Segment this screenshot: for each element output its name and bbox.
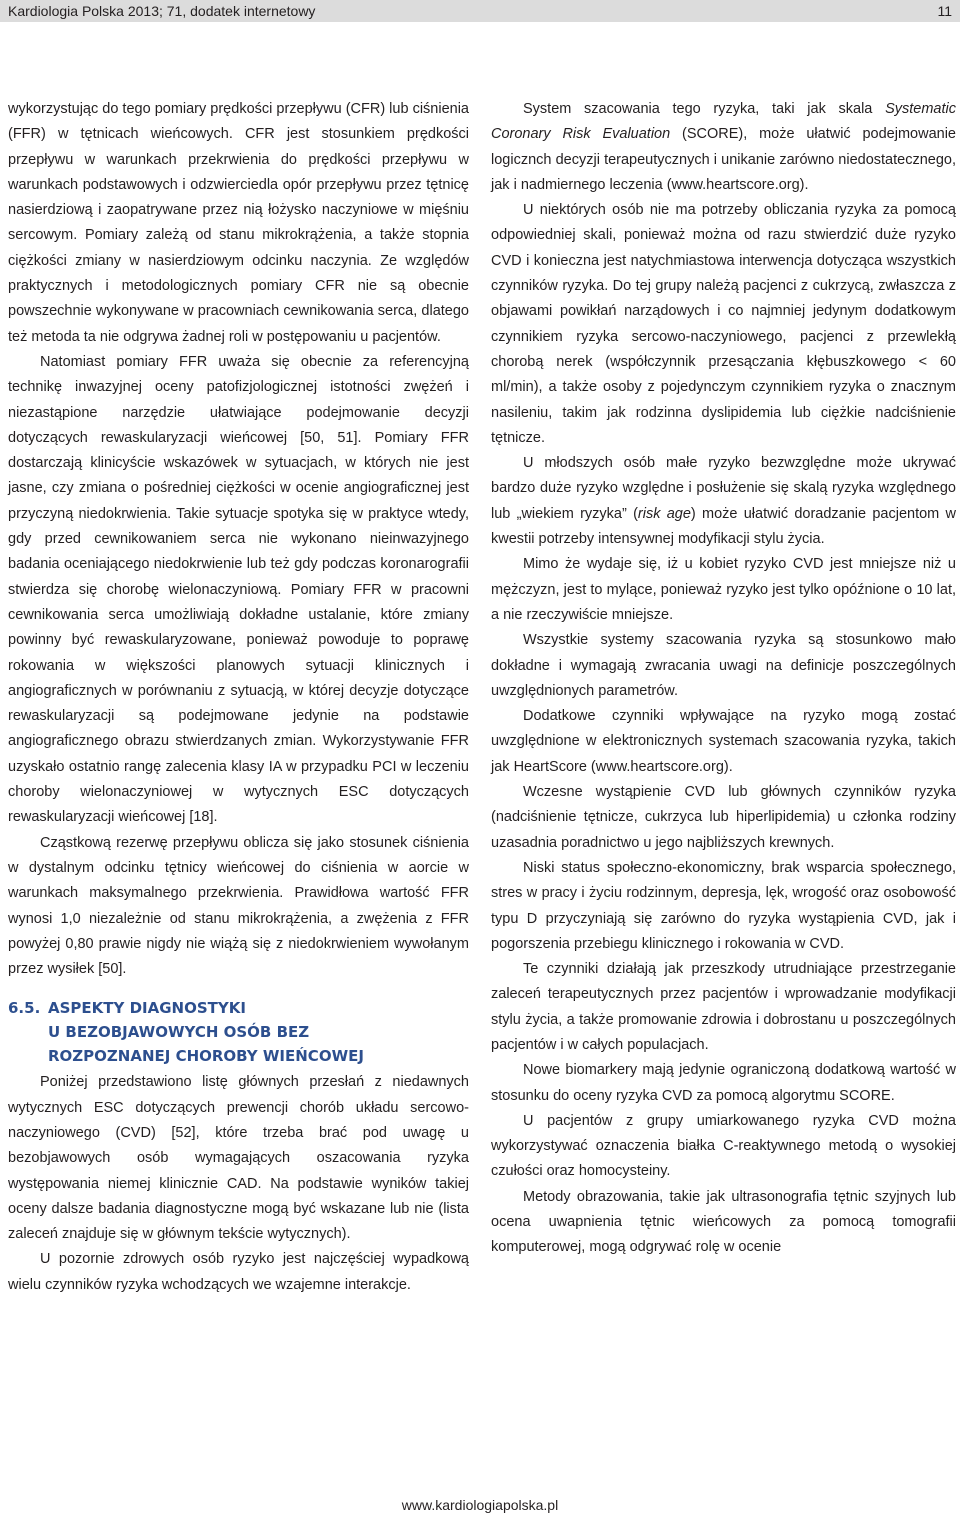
footer-url: www.kardiologiapolska.pl [401, 1497, 559, 1513]
body-paragraph: Poniżej przedstawiono listę głównych przesłań z niedawnych wytycznych ESC dotyczących prewencji chorób układu sercowo-naczyniowego (CVD) [52], które trzeba brać pod uwagę u bezobjawowych osób wymagających oszacowania ryzyka występowania niemej klinicznie CAD. Na podstawie wyników takiej oceny dalsze badania diagnostyczne mogą być wskazane lub nie (lista zaleceń znajduje się w głównym tekście wytycznych). [8, 1074, 469, 1243]
running-header [0, 0, 960, 22]
section-title-line: U BEZOBJAWOWYCH OSÓB BEZ [48, 1023, 310, 1042]
section-title-line: ASPEKTY DIAGNOSTYKI [48, 999, 246, 1018]
body-paragraph: Natomiast pomiary FFR uważa się obecnie za referencyjną technikę inwazyjnej oceny patofizjologicznej istotności zwężeń i niezastąpione narzędzie ułatwiające podejmowanie decyzji dotyczących rewaskularyzacji wieńcowej [50, 51]. Pomiary FFR dostarczają klinicyście wskazówek w sytuacjach, w których nie jest jasne, czy zmiana o pośredniej ciężkości w ocenie angiograficznej jest przyczyną niedokrwienia. Takie sytuacje spotyka się w praktyce wtedy, gdy przed cewnikowaniem serca nie wykonano nieinwazyjnego badania oceniającego niedokrwienie lub też gdy podczas koronarografii stwierdza się chorobę wielonaczyniową. Pomiary FFR w pracowni cewnikowania serca umożliwiają dokładne ustalanie, które zmiany powinny być rewaskularyzowane, ponieważ powoduje to poprawę rokowania w większości planowych sytuacji klinicznych i angiograficznych w porównaniu z sytuacją, w której decyzje dotyczące rewaskularyzacji są podejmowane jedynie na podstawie angiograficznego obrazu stwierdzanych zmian. Wykorzystywanie FFR uzyskało ostatnio rangę zalecenia klasy IA w przypadku PCI w leczeniu choroby wielonaczyniowej w wytycznych ESC dotyczących rewaskularyzacji wieńcowej [18]. [8, 353, 469, 826]
body-paragraph: Niski status społeczno-ekonomiczny, brak wsparcia społecznego, stres w pracy i życiu rodzinnym, depresja, lęk, wrogość oraz osobowość typu D przyczyniają się zarówno do ryzyka wystąpienia CVD, jak i pogorszenia przebiegu klinicznego i rokowania w CVD. [491, 859, 956, 952]
body-paragraph: Wszystkie systemy szacowania ryzyka są stosunkowo mało dokładne i wymagają zwracania uwagi na definicje poszczególnych uwzględnionych parametrów. [491, 632, 956, 699]
body-paragraph: Te czynniki działają jak przeszkody utrudniające przestrzeganie zaleceń terapeutycznych przez pacjentów i wprowadzanie modyfikacji stylu życia, a także promowanie zdrowia i dobrostanu u poszczególnych pacjentów i w całych populacjach. [491, 961, 956, 1053]
body-paragraph: U pacjentów z grupy umiarkowanego ryzyka CVD można wykorzystywać oznaczenia białka C-reaktywnego metodą o wysokiej czułości oraz homocysteiny. [491, 1112, 956, 1180]
body-paragraph: U pozornie zdrowych osób ryzyko jest najczęściej wypadkową wielu czynników ryzyka wchodzących we wzajemne interakcje. [8, 1251, 469, 1293]
journal-citation: Kardiologia Polska 2013; 71, dodatek internetowy [8, 3, 316, 19]
text-run: (SCORE), może ułatwić podejmowanie logicznch decyzji terapeutycznych i unikanie zarówno niedostatecznego, jak i nadmiernego leczenia (www.heartscore.org). [491, 126, 956, 193]
body-paragraph: Nowe biomarkery mają jedynie ograniczoną dodatkową wartość w stosunku do oceny ryzyka CVD za pomocą algorytmu SCORE. [491, 1062, 956, 1104]
text-run: System szacowania tego ryzyka, taki jak skala [523, 101, 886, 117]
body-paragraph: Dodatkowe czynniki wpływające na ryzyko mogą zostać uwzględnione w elektronicznych systemach szacowania ryzyka, takich jak HeartScore (www.heartscore.org). [491, 708, 956, 775]
body-paragraph: Cząstkową rezerwę przepływu oblicza się jako stosunek ciśnienia w dystalnym odcinku tętnicy wieńcowej do ciśnienia w aorcie w warunkach maksymalnego przekrwienia. Prawidłowa wartość FFR wynosi 1,0 niezależnie od stanu mikrokrążenia, a zwężenia z FFR powyżej 0,80 prawie nigdy nie wiążą się z niedokrwieniem wywołanym przez wysiłek [50]. [8, 834, 469, 978]
text-run: U młodszych osób małe ryzyko bezwzględne może ukrywać bardzo duże ryzyko względne i posłużenie się skalą ryzyka względnego lub „wiekiem ryzyka” ( [491, 455, 956, 522]
left-column [8, 97, 469, 1298]
page-number: 11 [937, 3, 952, 19]
body-paragraph [491, 451, 956, 552]
body-paragraph: Metody obrazowania, takie jak ultrasonografia tętnic szyjnych lub ocena uwapnienia tętnic wieńcowych za pomocą tomografii komputerowej, mogą odgrywać rolę w ocenie [491, 1188, 956, 1256]
right-column [491, 97, 956, 1261]
body-paragraph [491, 97, 956, 198]
body-paragraph: Mimo że wydaje się, iż u kobiet ryzyko CVD jest mniejsze niż u mężczyzn, jest to mylące, ponieważ ryzyko jest tylko opóźnione o 10 lat, a nie rzeczywiście mniejsze. [491, 556, 956, 623]
section-title-line: ROZPOZNANEJ CHOROBY WIEŃCOWEJ [48, 1047, 364, 1066]
body-paragraph: Wczesne wystąpienie CVD lub głównych czynników ryzyka (nadciśnienie tętnicze, cukrzyca lub hiperlipidemia) u członka rodziny uzasadnia poradnictwo u jego najbliższych krewnych. [491, 784, 956, 851]
italic-term: Systematic Coronary Risk Evaluation [491, 101, 956, 143]
text-run: ) może ułatwić doradzanie pacjentom w kwestii potrzeby intensywnej modyfikacji stylu życia. [491, 505, 956, 548]
body-paragraph: U niektórych osób nie ma potrzeby obliczania ryzyka za pomocą odpowiedniej skali, ponieważ można od razu stwierdzić duże ryzyko CVD i konieczna jest natychmiastowa interwencja dotycząca wszystkich czynników ryzyka. Do tej grupy należą pacjenci z cukrzycą, zwłaszcza z objawami powikłań narządowych i co najmniej jedynym dodatkowym czynnikiem ryzyka sercowo-naczyniowego, pacjenci z przewlekłą chorobą nerek (współczynnik przesączania kłębuszkowego < 60 ml/min), a także osoby z pojedynczym czynnikiem ryzyka o znacznym nasileniu, takim jak rodzinna dyslipidemia lub ciężkie nadciśnienie tętnicze. [491, 202, 956, 446]
italic-term: risk age [637, 505, 691, 522]
section-number: 6.5. [8, 999, 41, 1018]
body-paragraph: wykorzystując do tego pomiary prędkości przepływu (CFR) lub ciśnienia (FFR) w tętnicach wieńcowych. CFR jest stosunkiem prędkości przepływu w warunkach przekrwienia do prędkości przepływu w warunkach podstawowych i odzwierciedla opór przepływu przez tętnicę nasierdziową i zaopatrywane przez nią łożysko naczyniowe w mięśniu sercowym. Pomiary zależą od stanu mikrokrążenia, a także stopnia ciężkości zmiany w nasierdziowym odcinku naczynia. Ze względów praktycznych i metodologicznych pomiary CFR nie są obecnie powszechnie wykonywane w pracowniach cewnikowania serca, dlatego też metoda ta nie odgrywa żadnej roli w postępowaniu u pacjentów. [8, 101, 469, 345]
section-heading [8, 996, 469, 1068]
